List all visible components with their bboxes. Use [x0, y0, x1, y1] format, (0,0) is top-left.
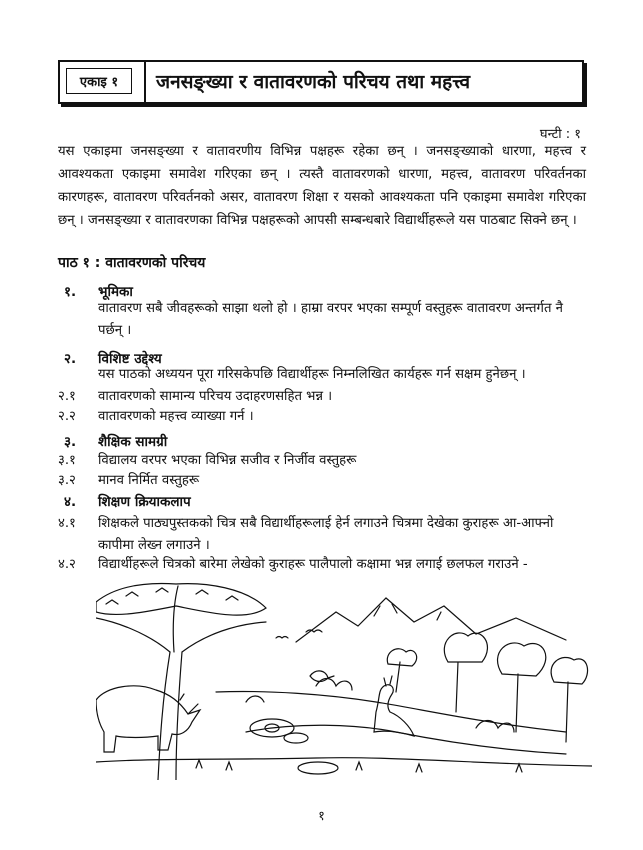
- item-3-1-text: विद्यालय वरपर भएका विभिन्न सजीव र निर्जीव वस्तुहरू: [98, 453, 357, 468]
- rhino: [96, 686, 200, 752]
- section-2-heading: विशिष्ट उद्देश्य: [98, 351, 162, 367]
- section-1-text: वातावरण सबै जीवहरूको साझा थलो हो । हाम्रा वरपर भएका सम्पूर्ण वस्तुहरू वातावरण अन्तर्गत नै पर्छन् ।: [98, 301, 563, 338]
- unit-label: एकाइ १: [66, 68, 132, 94]
- section-3-number: ३.: [64, 434, 77, 450]
- mountain-range: [296, 598, 566, 642]
- item-4-2-number: ४.२: [58, 557, 76, 572]
- section-1-heading: भूमिका: [98, 284, 133, 300]
- section-2-text: यस पाठको अध्ययन पूरा गरिसकेपछि विद्यार्थीहरू निम्नलिखित कार्यहरू गर्न सक्षम हुनेछन् ।: [98, 367, 526, 382]
- item-3-1-number: ३.१: [58, 453, 76, 468]
- peacock: [374, 685, 414, 736]
- unit-header: [58, 60, 584, 104]
- item-4-2-text: विद्यार्थीहरूले चित्रको बारेमा लेखेको कुराहरू पालैपालो कक्षामा भन्न लगाई छलफल गराउने -: [98, 557, 528, 572]
- right-tree-3: [551, 657, 587, 742]
- item-2-2-number: २.२: [58, 409, 76, 424]
- bushes: [246, 679, 514, 733]
- section-2-number: २.: [64, 351, 77, 367]
- environment-illustration: [96, 582, 592, 780]
- item-3-2-number: ३.२: [58, 473, 76, 488]
- item-3-2-text: मानव निर्मित वस्तुहरू: [98, 473, 200, 488]
- stone: [298, 762, 338, 774]
- section-4-number: ४.: [64, 494, 77, 510]
- left-tree-foliage: [96, 584, 266, 616]
- header-divider: [144, 62, 146, 102]
- item-4-1-text: शिक्षकले पाठ्यपुस्तकको चित्र सबै विद्यार्थीहरूलाई हेर्न लगाउने चित्रमा देखेका कुराहरू आ-आफ्नो कापीमा लेख्न लगाउने ।: [98, 516, 554, 553]
- time-label: घन्टी : १: [539, 127, 581, 142]
- left-tree-trunk: [158, 652, 182, 780]
- right-tree-2: [498, 643, 546, 732]
- unit-title: जनसङ्ख्या र वातावरणको परिचय तथा महत्त्व: [156, 71, 471, 93]
- item-2-2-text: वातावरणको महत्त्व व्याख्या गर्न ।: [98, 409, 254, 424]
- right-tree-1: [444, 633, 487, 712]
- item-4-1-number: ४.१: [58, 516, 76, 531]
- lesson-title: पाठ १ : वातावरणको परिचय: [58, 255, 206, 271]
- path: [216, 691, 566, 732]
- item-2-1-text: वातावरणको सामान्य परिचय उदाहरणसहित भन्न ।: [98, 389, 333, 404]
- section-4-heading: शिक्षण क्रियाकलाप: [98, 494, 191, 510]
- page-number: १: [318, 809, 325, 824]
- item-2-1-number: २.१: [58, 389, 76, 404]
- section-1-number: १.: [64, 284, 77, 300]
- section-3-heading: शैक्षिक सामग्री: [98, 434, 168, 450]
- intro-paragraph: यस एकाइमा जनसङ्ख्या र वातावरणीय विभिन्न पक्षहरू रहेका छन् । जनसङ्ख्याको धारणा, महत्त्व र आवश्यकता एकाइमा समावेश गरिएका छन् । त्यस्तै वातावरणको धारणा, महत्त्व, वातावरण परिवर्तनका कारणहरू, वातावरण परिवर्तनको असर, वातावरण शिक्षा र यसको आवश्यकता पनि एकाइमा समावेश गरिएका छन् । जनसङ्ख्या र वातावरणका विभिन्न पक्षहरूको आपसी सम्बन्धबारे विद्यार्थीहरूले यस पाठबाट सिक्ने छन् ।: [58, 144, 586, 228]
